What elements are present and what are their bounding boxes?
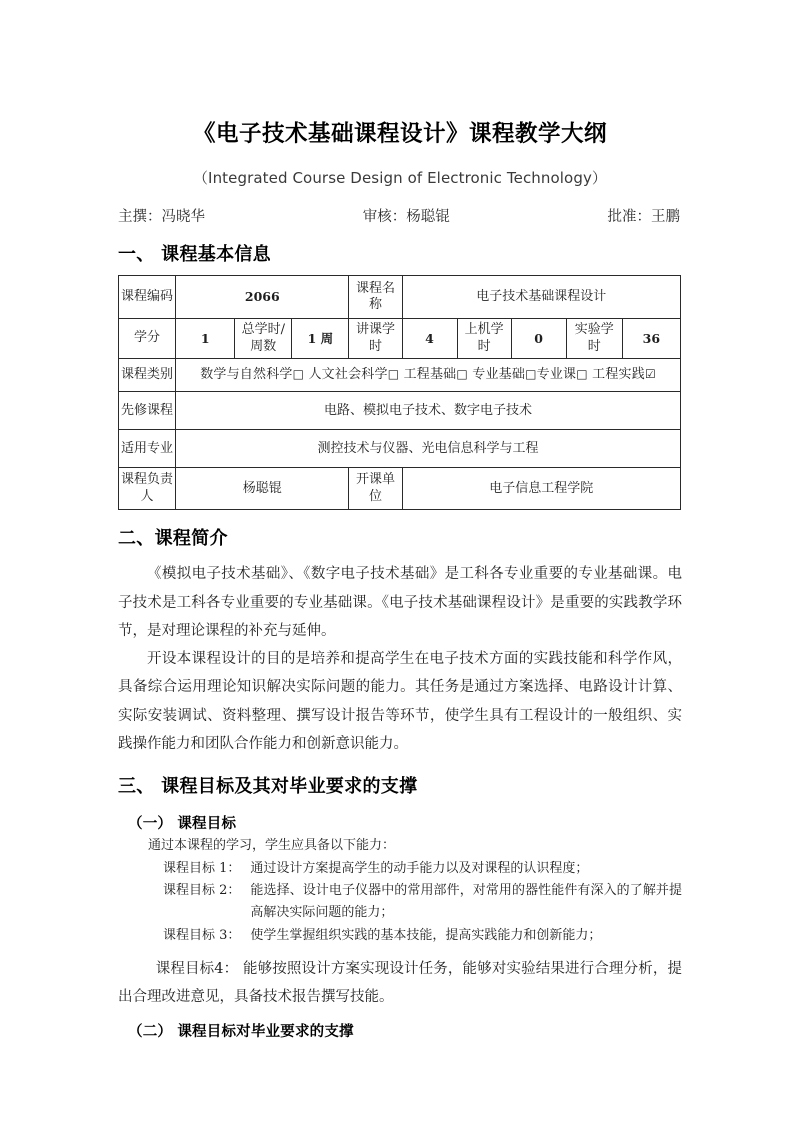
category-option-1[interactable]: [200, 367, 304, 382]
cell-value-course-category: [176, 359, 681, 392]
course-objective-text: 能选择、设计电子仪器中的常用部件，对常用的器性能件有深入的了解并提高解决实际问题的能力；: [250, 882, 682, 921]
category-option-6[interactable]: [592, 367, 656, 382]
table-row: [119, 276, 681, 319]
course-objective-key: 课程目标 1：: [163, 860, 241, 876]
cell-value-total-hours: 1 周: [292, 319, 349, 359]
course-objective-item: [118, 925, 682, 947]
cell-value-applicable-majors: 测控技术与仪器、光电信息科学与工程: [176, 430, 681, 468]
category-option-2[interactable]: [308, 367, 399, 382]
course-objective-key: 课程目标 2：: [163, 882, 241, 898]
cell-value-computer-hours: 0: [511, 319, 566, 359]
category-option-label: 人文社会科学: [308, 367, 388, 383]
course-basic-info-table: [118, 275, 681, 510]
section-heading-three: 三、 课程目标及其对毕业要求的支撑: [118, 776, 418, 798]
cell-label-experiment-hours: 实验学时: [566, 319, 622, 359]
course-objectives-list: [118, 858, 682, 947]
category-option-label: 数学与自然科学: [200, 367, 293, 383]
table-row: [119, 430, 681, 468]
table-row: [119, 392, 681, 430]
course-objective-key: 课程目标 3：: [163, 927, 241, 943]
course-objective-text: 使学生掌握组织实践的基本技能，提高实践能力和创新能力；: [250, 927, 602, 943]
byline-approver: 批准：王鹏: [607, 209, 680, 226]
category-option-label: 专业课: [536, 367, 577, 383]
page-title: 《电子技术基础课程设计》课程教学大纲: [192, 121, 607, 147]
course-objective-item: [118, 880, 682, 925]
course-objective-item: [118, 858, 682, 880]
cell-value-prerequisites: 电路、模拟电子技术、数字电子技术: [176, 392, 681, 430]
course-objective-text: 通过设计方案提高学生的动手能力以及对课程的认识程度；: [250, 860, 589, 876]
cell-label-course-owner: 课程负责人: [119, 468, 176, 510]
checkbox-unchecked-icon[interactable]: □: [387, 367, 400, 382]
page-subtitle-english: （Integrated Course Design of Electronic Technology）: [192, 169, 608, 188]
checkbox-unchecked-icon[interactable]: □: [525, 367, 537, 382]
cell-label-course-name: 课程名称: [349, 276, 402, 319]
cell-label-prerequisites: 先修课程: [119, 392, 176, 430]
cell-label-course-category: 课程类别: [119, 359, 176, 392]
byline-reviewer: 审核：杨聪锟: [362, 209, 450, 226]
cell-value-lecture-hours: 4: [402, 319, 457, 359]
category-option-label: 专业基础: [472, 367, 526, 383]
cell-label-applicable-majors: 适用专业: [119, 430, 176, 468]
page-content: [118, 0, 682, 1043]
cell-value-credit: 1: [176, 319, 235, 359]
category-option-4[interactable]: [472, 367, 536, 382]
cell-label-credit: 学分: [119, 319, 176, 359]
byline: [118, 188, 682, 226]
course-intro-paragraph-1: 《模拟电子技术基础》、《数字电子技术基础》是工科各专业重要的专业基础课。电子技术是工科各专业重要的专业基础课。《电子技术基础课程设计》是重要的实践教学环节，是对理论课程的补充与延伸。: [118, 566, 682, 639]
subsection-heading-graduation-support: （二） 课程目标对毕业要求的支撑: [128, 1023, 354, 1040]
cell-value-course-name: 电子技术基础课程设计: [402, 276, 681, 319]
category-option-label: 工程实践: [592, 367, 645, 383]
cell-label-course-code: 课程编码: [119, 276, 176, 319]
cell-label-computer-hours: 上机学时: [457, 319, 511, 359]
category-option-label: 工程基础: [403, 367, 457, 383]
byline-author: 主撰：冯晓华: [118, 209, 205, 226]
category-option-5[interactable]: [537, 367, 588, 382]
cell-label-total-hours: 总学时/周数: [235, 319, 292, 359]
section-heading-two: 二、课程简介: [118, 528, 228, 550]
section-heading-one: 一、 课程基本信息: [118, 244, 271, 266]
table-row: [119, 359, 681, 392]
table-row: [119, 468, 681, 510]
cell-value-course-code: 2066: [176, 276, 349, 319]
checkbox-unchecked-icon[interactable]: □: [576, 367, 588, 382]
checkbox-checked-icon[interactable]: ☑: [644, 367, 656, 382]
cell-label-lecture-hours: 讲课学时: [349, 319, 402, 359]
table-row: [119, 319, 681, 359]
course-category-options[interactable]: [200, 367, 656, 382]
cell-label-department: 开课单位: [349, 468, 402, 510]
course-objective-4: 课程目标4： 能够按照设计方案实现设计任务，能够对实验结果进行合理分析，提出合理改进意见，具备技术报告撰写技能。: [118, 961, 682, 1005]
checkbox-unchecked-icon[interactable]: □: [456, 367, 468, 382]
category-option-3[interactable]: [404, 367, 468, 382]
checkbox-unchecked-icon[interactable]: □: [292, 367, 305, 382]
subsection-heading-course-objectives: （一） 课程目标: [128, 816, 237, 833]
cell-value-course-owner: 杨聪锟: [176, 468, 349, 510]
cell-value-department: 电子信息工程学院: [402, 468, 681, 510]
course-intro-paragraph-2: 开设本课程设计的目的是培养和提高学生在电子技术方面的实践技能和科学作风，具备综合运用理论知识解决实际问题的能力。其任务是通过方案选择、电路设计计算、实际安装调试、资料整理、撰写设计报告等环节，使学生具有工程设计的一般组织、实践操作能力和团队合作能力和创新意识能力。: [118, 651, 682, 752]
cell-value-experiment-hours: 36: [622, 319, 680, 359]
course-objectives-intro: 通过本课程的学习，学生应具备以下能力：: [148, 838, 396, 854]
